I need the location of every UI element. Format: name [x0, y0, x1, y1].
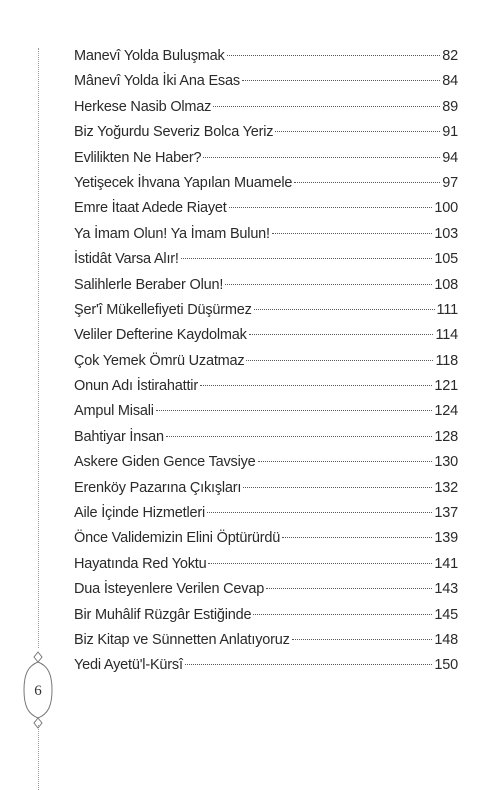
- toc-entry: [74, 247, 458, 272]
- toc-entry-title: Aile İçinde Hizmetleri: [74, 505, 205, 522]
- toc-entry-title: Emre İtaat Adede Riayet: [74, 200, 227, 217]
- toc-entry-page: 121: [434, 378, 458, 395]
- toc-entry: [74, 323, 458, 348]
- toc-entry: [74, 222, 458, 247]
- margin-dotted-rule-bottom: [38, 725, 39, 790]
- toc-entry-page: 124: [434, 403, 458, 420]
- toc-entry: [74, 653, 458, 678]
- toc-entry-page: 145: [434, 606, 458, 623]
- toc-entry-page: 130: [434, 454, 458, 471]
- toc-entry-page: 97: [442, 174, 458, 191]
- toc-dot-leader: [166, 436, 433, 437]
- toc-entry-page: 105: [434, 251, 458, 268]
- toc-dot-leader: [266, 588, 432, 589]
- toc-dot-leader: [249, 334, 434, 335]
- toc-entry-page: 94: [442, 149, 458, 166]
- toc-entry-page: 118: [435, 352, 458, 369]
- toc-entry-page: 91: [442, 124, 458, 141]
- toc-dot-leader: [258, 461, 433, 462]
- toc-entry-title: Onun Adı İstirahattir: [74, 378, 198, 395]
- toc-dot-leader: [272, 233, 433, 234]
- toc-dot-leader: [282, 537, 432, 538]
- toc-entry: [74, 273, 458, 298]
- toc-entry-page: 128: [434, 428, 458, 445]
- toc-entry-title: Yedi Ayetü'l-Kürsî: [74, 657, 183, 674]
- toc-entry-title: İstidât Varsa Alır!: [74, 251, 179, 268]
- toc-entry-title: Dua İsteyenlere Verilen Cevap: [74, 581, 265, 598]
- toc-entry-page: 139: [434, 530, 458, 547]
- page-number: 6: [34, 683, 42, 699]
- toc-entry-page: 103: [434, 225, 458, 242]
- toc-entry-page: 148: [434, 631, 458, 648]
- toc-entry-title: Ya İmam Olun! Ya İmam Bulun!: [74, 225, 270, 242]
- toc-dot-leader: [207, 512, 432, 513]
- toc-entry: [74, 349, 458, 374]
- toc-entry: [74, 603, 458, 628]
- toc-dot-leader: [243, 487, 432, 488]
- toc-entry-page: 143: [434, 581, 458, 598]
- toc-dot-leader: [253, 614, 432, 615]
- toc-entry: [74, 552, 458, 577]
- toc-entry: [74, 476, 458, 501]
- toc-dot-leader: [225, 284, 432, 285]
- toc-entry-title: Biz Yoğurdu Severiz Bolca Yeriz: [74, 124, 274, 141]
- toc-entry-title: Evlilikten Ne Haber?: [74, 149, 202, 166]
- toc-entry-page: 141: [434, 555, 458, 572]
- toc-entry-page: 82: [442, 48, 458, 64]
- toc-dot-leader: [181, 258, 433, 259]
- toc-entry-page: 137: [434, 505, 458, 522]
- toc-entry: [74, 171, 458, 196]
- toc-entry-title: Askere Giden Gence Tavsiye: [74, 454, 256, 471]
- margin-dotted-rule: [38, 48, 39, 648]
- toc-entry-title: Salihlerle Beraber Olun!: [74, 276, 224, 293]
- toc-entry: [74, 425, 458, 450]
- toc-dot-leader: [246, 360, 433, 361]
- toc-entry-title: Bahtiyar İnsan: [74, 428, 164, 445]
- toc-entry-title: Ampul Misali: [74, 403, 154, 420]
- toc-dot-leader: [185, 664, 433, 665]
- toc-entry-title: Biz Kitap ve Sünnetten Anlatıyoruz: [74, 631, 290, 648]
- toc-dot-leader: [227, 55, 441, 56]
- toc-entry-page: 132: [434, 479, 458, 496]
- toc-entry-page: 108: [434, 276, 458, 293]
- toc-entry: [74, 69, 458, 94]
- toc-entry-page: 150: [434, 657, 458, 674]
- toc-dot-leader: [242, 80, 440, 81]
- toc-entry-title: Hayatında Red Yoktu: [74, 555, 207, 572]
- toc-dot-leader: [156, 410, 433, 411]
- toc-entry-page: 111: [436, 301, 458, 318]
- toc-entry-title: Önce Validemizin Elini Öptürürdü: [74, 530, 281, 547]
- toc-entry-title: Çok Yemek Ömrü Uzatmaz: [74, 352, 245, 369]
- toc-entry: [74, 146, 458, 171]
- toc-entry: [74, 501, 458, 526]
- toc-entry: [74, 298, 458, 323]
- toc-entry-title: Erenköy Pazarına Çıkışları: [74, 479, 242, 496]
- toc-dot-leader: [213, 106, 440, 107]
- toc-entry: [74, 577, 458, 602]
- toc-entry-page: 89: [442, 98, 458, 115]
- table-of-contents: [74, 44, 458, 679]
- toc-dot-leader: [292, 639, 433, 640]
- toc-entry-title: Şer'î Mükellefiyeti Düşürmez: [74, 301, 252, 318]
- toc-entry: [74, 450, 458, 475]
- toc-entry: [74, 374, 458, 399]
- toc-entry: [74, 44, 458, 69]
- toc-dot-leader: [208, 563, 432, 564]
- toc-entry: [74, 196, 458, 221]
- toc-entry-title: Yetişecek İhvana Yapılan Muamele: [74, 174, 293, 191]
- toc-dot-leader: [254, 309, 435, 310]
- toc-entry: [74, 399, 458, 424]
- toc-entry-page: 84: [442, 73, 458, 90]
- toc-dot-leader: [229, 207, 433, 208]
- toc-entry: [74, 95, 458, 120]
- toc-entry-page: 100: [434, 200, 458, 217]
- toc-entry-title: Bir Muhâlif Rüzgâr Estiğinde: [74, 606, 252, 623]
- toc-dot-leader: [203, 157, 440, 158]
- toc-dot-leader: [200, 385, 432, 386]
- toc-dot-leader: [275, 131, 440, 132]
- toc-entry: [74, 526, 458, 551]
- toc-entry: [74, 120, 458, 145]
- toc-entry-page: 114: [435, 327, 458, 344]
- toc-entry-title: Herkese Nasib Olmaz: [74, 98, 212, 115]
- toc-dot-leader: [294, 182, 440, 183]
- toc-entry: [74, 628, 458, 653]
- toc-entry-title: Veliler Defterine Kaydolmak: [74, 327, 247, 344]
- toc-entry-title: Mânevî Yolda İki Ana Esas: [74, 73, 240, 90]
- toc-entry-title: Manevî Yolda Buluşmak: [74, 48, 225, 64]
